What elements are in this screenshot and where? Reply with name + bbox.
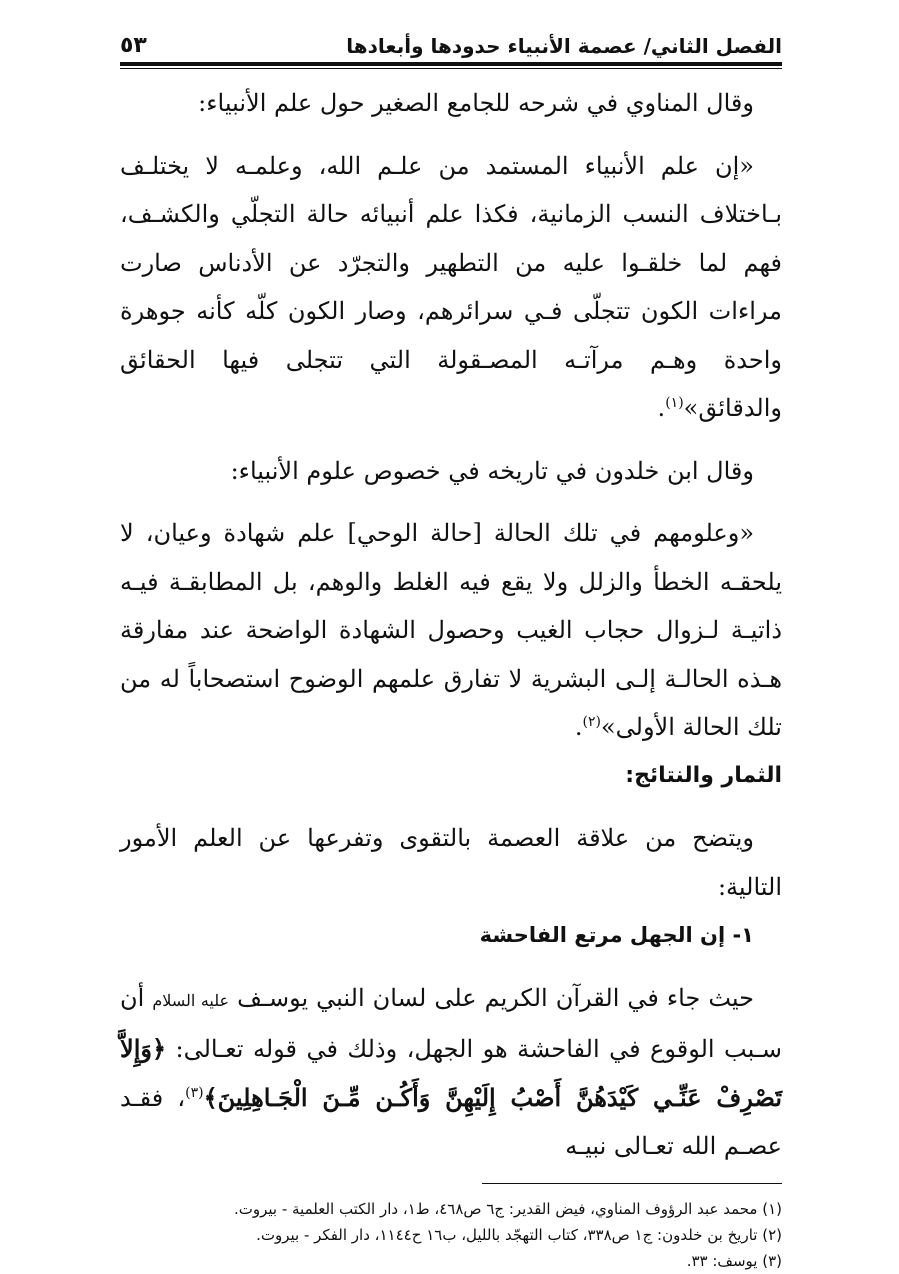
paragraph-khaldun-quote: «وعلومهم في تلك الحالة [حالة الوحي] علم شهادة وعيان، لا يلحقـه الخطأ والزلل ولا يقع فيه الغلط والوهم، بل المطابقـة فيـه ذاتيـة لـزوال حجاب الغيب وحصول الشهادة الواضحة عند مفارقة هـذه الحالـة إلـى البشرية لا تفارق علمهم الوضوح استصحاباً له من تلك الحالة الأولى»$^{(٢)}$. [120,519,782,741]
footnote-1: (١) محمد عبد الرؤوف المناوي، فيض القدير: ج٦ ص٤٦٨، ط١، دار الكتب العلمية - بيروت. [233,1199,782,1218]
paragraph-text: حيث جاء في القرآن الكريم على لسان النبي يوسـف [237,983,754,1012]
footnote-separator [482,1183,782,1184]
header-rule-thin [120,68,782,69]
page-header [120,30,782,58]
paragraph-yusuf [120,974,782,1171]
footnote-marker-2: (٢) [582,714,601,730]
paragraph-munawi-intro [120,79,782,128]
page-number: ٥٣ [120,33,147,58]
paragraph-khaldun-intro [120,447,782,496]
chapter-title: الفصل الثاني/ عصمة الأنبياء حدودها وأبعادها [346,34,782,58]
footnote-2: (٢) تاريخ بن خلدون: ج١ ص٣٣٨، كتاب التهجّد بالليل، ب١٦ ح١١٤٤، دار الفكر - بيروت. [256,1225,782,1244]
header-rule-thick [120,62,782,66]
paragraph-text: وقال المناوي في شرحه للجامع الصغير حول علم الأنبياء: [198,89,754,117]
paragraph-results-intro [120,814,782,911]
book-page [120,30,782,1270]
quote-text: «وعلومهم في تلك الحالة [حالة الوحي] علم شهادة وعيان، لا يلحقـه الخطأ والزلل ولا يقع فيه الغلط والوهم، بل المطابقـة فيـه ذاتيـة لـزوال حجاب الغيب وحصول الشهادة الواضحة عند مفارقة هـذه الحالـة إلـى البشرية لا تفارق علمهم الوضوح استصحاباً له من تلك الحالة الأولى» [120,519,782,741]
page-body [120,79,782,1274]
quran-verse: ﴿وَإِلاَّ تَصْرِفْ عَنِّـي كَيْدَهُنَّ أَصْبُ إِلَيْهِنَّ وَأَكُـن مِّـنَ الْجَـاهِلِينَ﴾ [120,1034,782,1112]
footnotes [120,1196,782,1274]
paragraph-text: ، فقـد عصـم الله تعـالى نبيـه [120,1083,782,1160]
footnote-3: (٣) يوسف: ٣٣. [686,1251,782,1270]
paragraph-munawi-quote: «إن علم الأنبياء المستمد من علـم الله، وعلمـه لا يختلـف بـاختلاف النسب الزمانية، فكذا علم أنبيائه حالة التجلّي والكشـف، فهم لما خلقـوا عليه من التطهير والتجرّد عن الأدناس صارت مراءات الكون تتجلّى فـي سرائرهم، وصار الكون كلّه كأنه جوهرة واحدة وهـم مرآتـه المصـقولة التي تتجلى فيها الحقائق والدقائق»$^{(١)}$. [120,151,782,422]
quote-text: «إن علم الأنبياء المستمد من علـم الله، وعلمـه لا يختلـف بـاختلاف النسب الزمانية، فكذا علم أنبيائه حالة التجلّي والكشـف، فهم لما خلقـوا عليه من التطهير والتجرّد عن الأدناس صارت مراءات الكون تتجلّى فـي سرائرهم، وصار الكون كلّه كأنه جوهرة واحدة وهـم مرآتـه المصـقولة التي تتجلى فيها الحقائق والدقائق» [120,151,782,422]
footnote-marker-3: (٣) [185,1084,204,1101]
footnote-marker-1: (١) [665,395,684,411]
paragraph-text: وقال ابن خلدون في تاريخه في خصوص علوم الأنبياء: [230,456,754,485]
paragraph-text: أن سـبب الوقوع في الفاحشة هو الجهل، وذلك في قوله تعـالى: [120,983,782,1063]
subsection-heading: ١- إن الجهل مرتع الفاحشة [479,923,754,947]
salutation-text: عليه السلام [152,990,230,1010]
paragraph-text: ويتضح من علاقة العصمة بالتقوى وتفرعها عن العلم الأمور التالية: [120,824,782,901]
section-heading: الثمار والنتائج: [625,762,782,788]
